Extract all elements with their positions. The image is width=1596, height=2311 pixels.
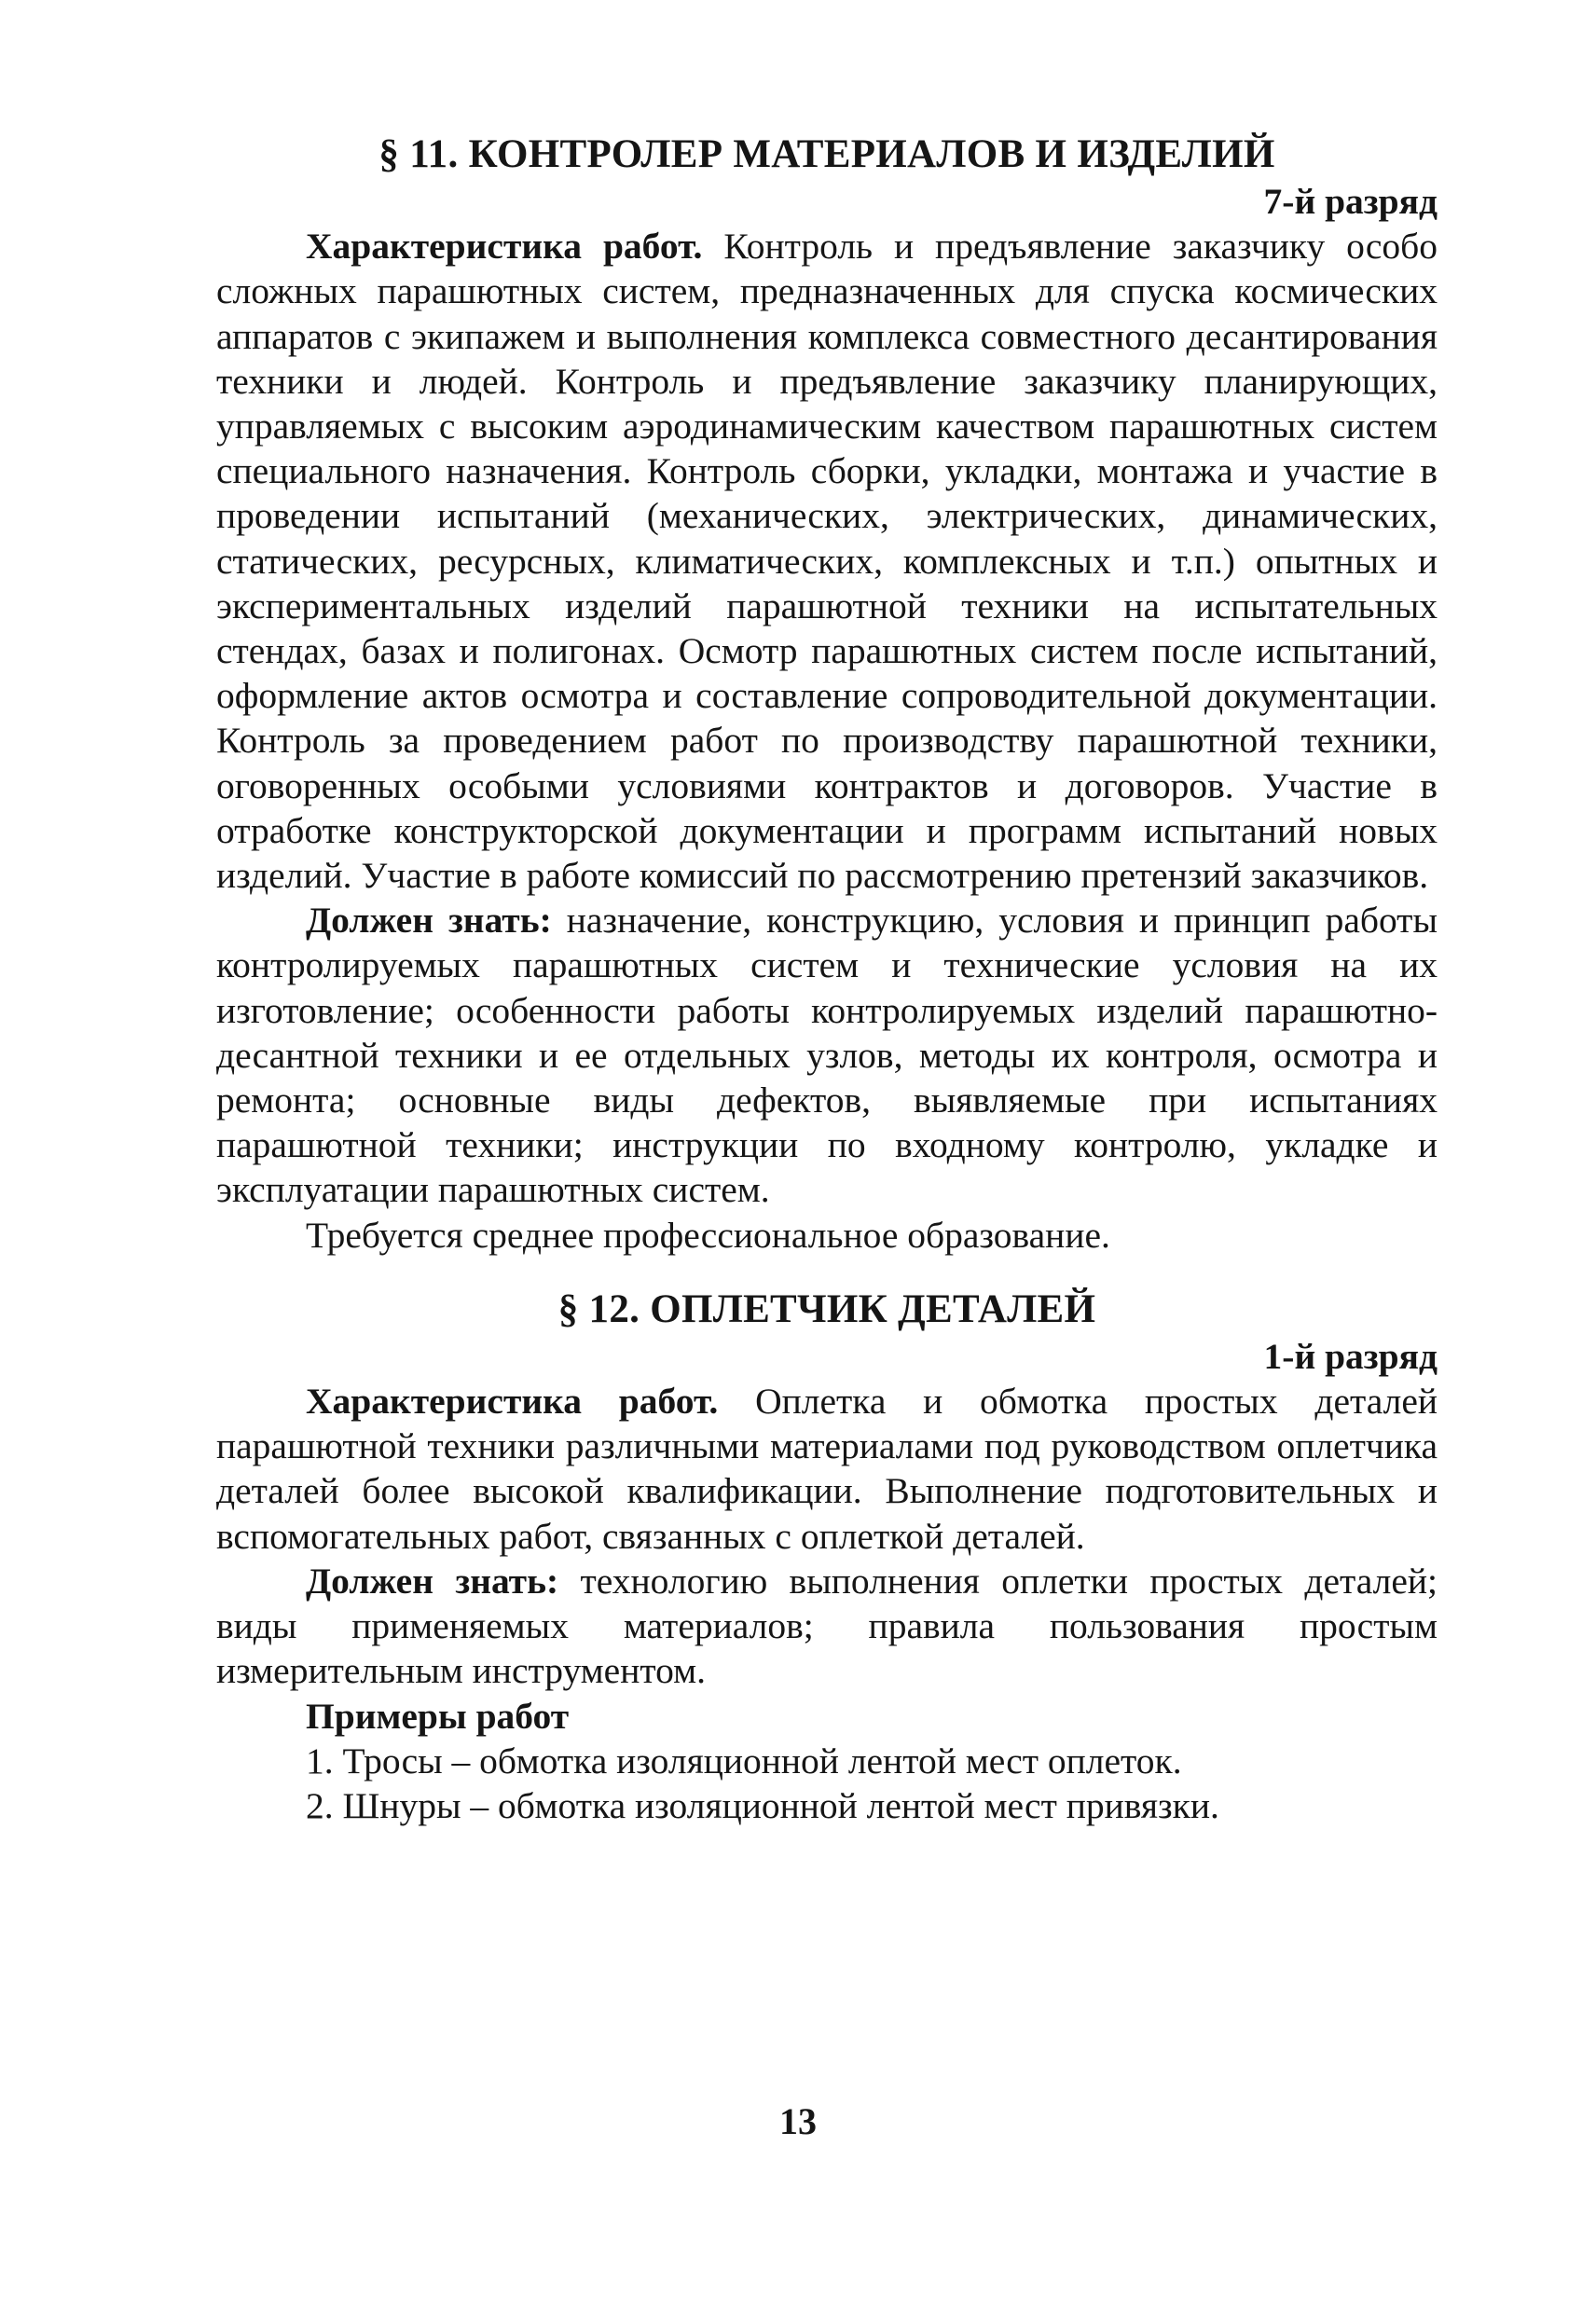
example-item: 2. Шнуры – обмотка изоляционной лентой мест привязки. xyxy=(306,1784,1219,1826)
example-item: 1. Тросы – обмотка изоляционной лентой мест оплеток. xyxy=(306,1740,1182,1781)
characteristics-text: Оплетка и обмотка простых деталей парашютной техники различными материалами под руководством оплетчика деталей более высокой квалификации. Выполнение подготовительных и вспомогательных работ, связанных с оплеткой деталей. xyxy=(216,1381,1438,1557)
characteristics-label: Характеристика работ. xyxy=(306,1381,719,1423)
must-know-paragraph xyxy=(216,898,1438,1212)
must-know-text: назначение, конструкцию, условия и принцип работы контролируемых парашютных систем и технические условия на их изготовление; особенности работы контролируемых изделий парашютно-десантной техники и ее отдельных узлов, методы их контроля, осмотра и ремонта; основные виды дефектов, выявляемые при испытаниях парашютной техники; инструкции по входному контролю, укладке и эксплуатации парашютных систем. xyxy=(216,900,1438,1211)
must-know-text: технологию выполнения оплетки простых деталей; виды применяемых материалов; правила пользования простым измерительным инструментом. xyxy=(216,1560,1438,1692)
characteristics-text: Контроль и предъявление заказчику особо сложных парашютных систем, предназначенных для спуска космических аппаратов с экипажем и выполнения комплекса совместного десантирования техники и людей. Контроль и предъявление заказчику планирующих, управляемых с высоким аэродинамическим качеством парашютных систем специального назначения. Контроль сборки, укладки, монтажа и участие в проведении испытаний (механических, электрических, динамических, статических, ресурсных, климатических, комплексных и т.п.) опытных и экспериментальных изделий парашютной техники на испытательных стендах, базах и полигонах. Осмотр парашютных систем после испытаний, оформление актов осмотра и составление сопроводительной документации. Контроль за проведением работ по производству парашютной техники, оговоренных особыми условиями контрактов и договоров. Участие в отработке конструкторской документации и программ испытаний новых изделий. Участие в работе комиссий по рассмотрению претензий заказчиков. xyxy=(216,226,1438,897)
section-11 xyxy=(216,131,1438,1258)
characteristics-label: Характеристика работ. xyxy=(306,226,703,268)
must-know-label: Должен знать: xyxy=(306,900,552,942)
section-12 xyxy=(216,1286,1438,1828)
section-title: § 12. ОПЛЕТЧИК ДЕТАЛЕЙ xyxy=(557,1286,1096,1331)
examples-heading: Примеры работ xyxy=(306,1695,570,1737)
page-number: 13 xyxy=(779,2100,817,2142)
characteristics-paragraph xyxy=(216,224,1438,898)
grade-label: 7-й разряд xyxy=(1263,181,1438,222)
characteristics-paragraph xyxy=(216,1379,1438,1559)
must-know-label: Должен знать: xyxy=(306,1560,559,1602)
must-know-paragraph xyxy=(216,1559,1438,1694)
grade-label: 1-й разряд xyxy=(1263,1335,1438,1377)
section-title: § 11. КОНТРОЛЕР МАТЕРИАЛОВ И ИЗДЕЛИЙ xyxy=(378,132,1275,176)
document-page xyxy=(216,131,1438,1828)
requirement-paragraph: Требуется среднее профессиональное образование. xyxy=(306,1214,1110,1256)
section-spacer xyxy=(216,1258,1438,1286)
